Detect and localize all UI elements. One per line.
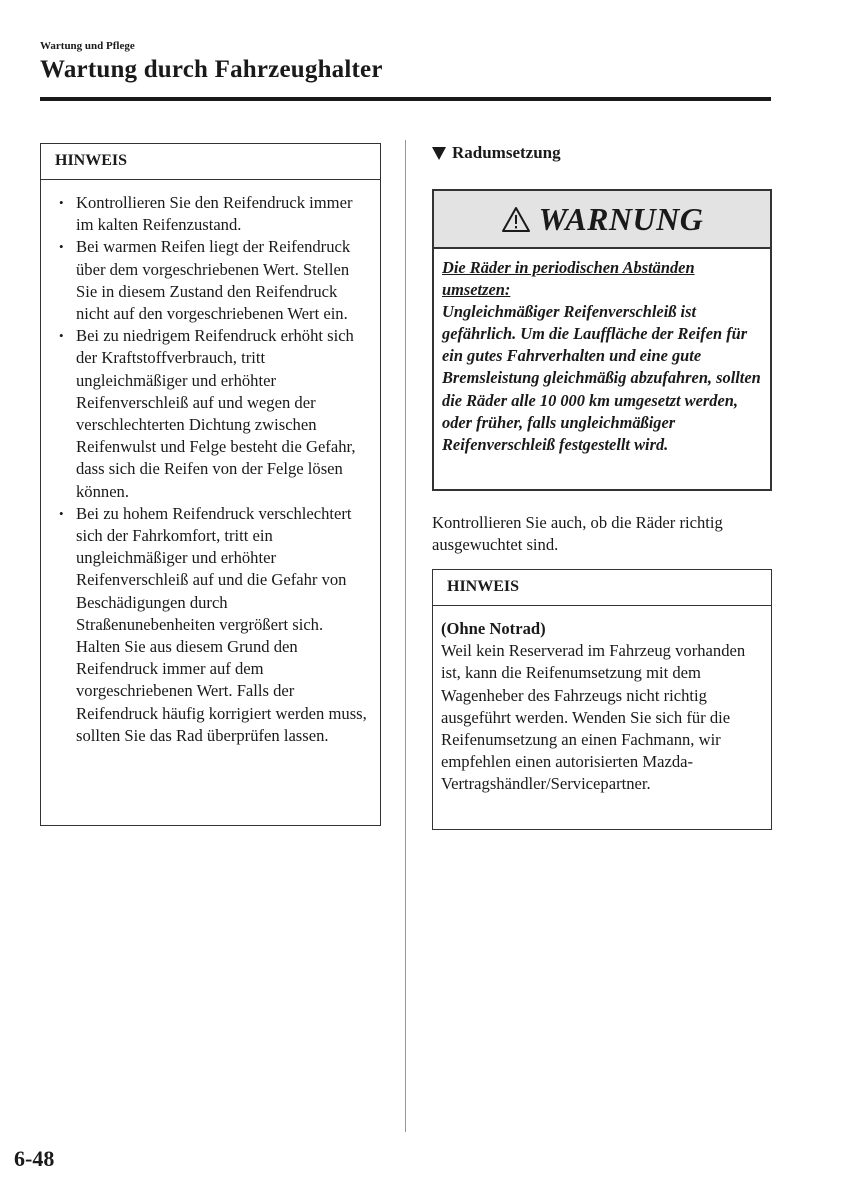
section-label: Wartung und Pflege	[40, 40, 135, 52]
warning-header	[434, 191, 770, 249]
note-item-text: Bei zu hohem Reifendruck verschlechtert sich der Fahrkomfort, tritt ein ungleichmäßiger und erhöhter Reifenverschleiß auf und die Gefahr von Beschädigungen durch Straßenunebenheiten vergrößert sich. Halten Sie aus diesem Grund den Reifendruck immer auf dem vorgeschriebenen Wert. Falls der Reifendruck häufig korrigiert werden muss, sollten Sie das Rad überprüfen lassen.	[76, 503, 367, 745]
note-item	[59, 236, 370, 325]
warning-body	[434, 249, 770, 456]
note-subheading: (Ohne Notrad)	[441, 619, 546, 638]
bullet-icon: •	[59, 239, 64, 255]
warning-heading: WARNUNG	[538, 200, 704, 237]
note-body	[433, 606, 771, 796]
note-box-no-spare	[432, 569, 772, 830]
bullet-icon: •	[59, 505, 64, 521]
warning-triangle-icon	[501, 206, 531, 233]
note-item-text: Kontrollieren Sie den Reifendruck immer im kalten Reifenzustand.	[76, 193, 353, 235]
bullet-icon: •	[59, 328, 64, 344]
bullet-icon: •	[59, 195, 64, 210]
note-list	[41, 180, 380, 747]
note-heading: HINWEIS	[41, 144, 380, 180]
note-item-text: Bei warmen Reifen liegt der Reifendruck über dem vorgeschriebenen Wert. Stellen Sie in diesem Zustand den Reifendruck nicht auf den vorgeschriebenen Wert ein.	[76, 237, 351, 324]
subsection-heading	[432, 143, 561, 163]
subsection-heading-text: Radumsetzung	[452, 143, 561, 162]
balance-paragraph: Kontrollieren Sie auch, ob die Räder richtig ausgewuchtet sind.	[432, 513, 723, 555]
note-item	[59, 503, 370, 747]
title-rule	[40, 97, 771, 101]
note-heading: HINWEIS	[433, 570, 771, 606]
warning-box	[432, 189, 772, 491]
note-item	[59, 325, 370, 503]
note-text: Weil kein Reserverad im Fahrzeug vorhanden ist, kann die Reifenumsetzung mit dem Wagenheber des Fahrzeugs nicht richtig ausgeführt werden. Wenden Sie sich für die Reifenumsetzung an einen Fachmann, wir empfehlen einen autorisierten Mazda-Vertragshändler/Servicepartner.	[441, 641, 746, 794]
warning-lead: Die Räder in periodischen Abständen umsetzen:	[442, 258, 695, 300]
page-number: 6-48	[14, 1146, 55, 1171]
page-title: Wartung durch Fahrzeughalter	[40, 56, 383, 83]
triangle-down-icon	[432, 147, 446, 160]
column-divider	[405, 140, 406, 1132]
warning-text: Ungleichmäßiger Reifenverschleiß ist gefährlich. Um die Lauffläche der Reifen für ein gutes Fahrverhalten und eine gute Bremsleistung gleichmäßig abzufahren, sollten die Räder alle 10 000 km umgesetzt werden, oder früher, falls ungleichmäßiger Reifenverschleiß festgestellt wird.	[442, 302, 761, 454]
note-item	[59, 192, 370, 236]
note-item-text: Bei zu niedrigem Reifendruck erhöht sich der Kraftstoffverbrauch, tritt ungleichmäßiger und erhöhter Reifenverschleiß auf und wegen der verschlechterten Dichtung zwischen Reifenwulst und Felge besteht die Gefahr, dass sich die Reifen von der Felge lösen können.	[76, 326, 356, 501]
note-box-tire-pressure	[40, 143, 381, 826]
